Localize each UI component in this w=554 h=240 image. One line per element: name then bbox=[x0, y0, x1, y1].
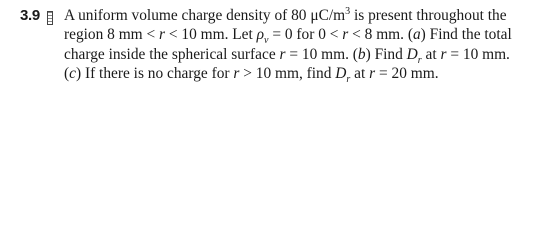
text-line-3 bbox=[64, 45, 552, 64]
text-segment: charge inside the spherical surface bbox=[64, 45, 280, 63]
subscript: r bbox=[346, 74, 351, 86]
text-segment: is present throughout the bbox=[350, 7, 507, 24]
variable-D: D bbox=[335, 65, 347, 83]
variable-r: r bbox=[440, 45, 447, 63]
text-segment: > 10 mm, find bbox=[239, 65, 336, 83]
text-segment: = 0 for 0 < bbox=[268, 26, 343, 44]
exponent: 3 bbox=[345, 5, 351, 17]
text-segment: ) Find bbox=[365, 45, 407, 63]
variable-r: r bbox=[369, 65, 376, 83]
text-segment: = 10 mm. ( bbox=[285, 45, 358, 63]
text-segment: at bbox=[421, 45, 441, 63]
text-segment: < 10 mm. Let bbox=[165, 26, 257, 44]
variable-r: r bbox=[279, 45, 286, 63]
subscript: r bbox=[417, 54, 422, 66]
text-segment: ) Find the total bbox=[420, 26, 512, 44]
variable-r: r bbox=[233, 65, 240, 83]
problem-number: 3.9 bbox=[20, 7, 40, 24]
text-line-4 bbox=[64, 64, 552, 86]
text-segment: region 8 mm < bbox=[64, 26, 160, 44]
part-label: b bbox=[357, 45, 366, 63]
part-label: c bbox=[69, 65, 76, 83]
variable-r: r bbox=[342, 26, 349, 44]
text-segment: A uniform volume charge density of 80 μC/m bbox=[64, 7, 346, 24]
variable-rho: ρ bbox=[256, 26, 265, 44]
bookmark-icon bbox=[47, 11, 53, 25]
problem-text bbox=[64, 6, 552, 84]
text-segment: = 20 mm. bbox=[375, 65, 439, 83]
variable-r: r bbox=[159, 26, 166, 44]
problem-statement bbox=[0, 0, 554, 93]
part-label: a bbox=[412, 26, 421, 44]
text-segment: < 8 mm. ( bbox=[348, 26, 413, 44]
text-line-1 bbox=[64, 6, 552, 25]
text-segment: ( bbox=[64, 65, 70, 83]
text-segment: ) If there is no charge for bbox=[75, 65, 234, 83]
text-segment: = 10 mm. bbox=[446, 45, 510, 63]
text-line-2 bbox=[64, 25, 552, 47]
variable-D: D bbox=[406, 45, 418, 63]
subscript: v bbox=[264, 35, 269, 47]
text-segment: at bbox=[350, 65, 370, 83]
